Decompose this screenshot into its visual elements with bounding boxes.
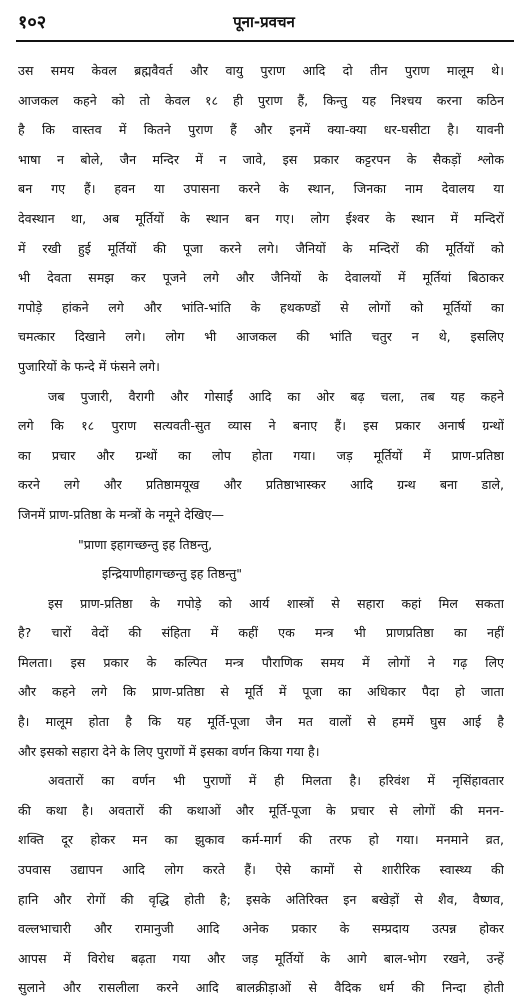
text-line: जिनमें प्राण-प्रतिष्ठा के मन्त्रों के नमूने देखिए— <box>18 506 225 522</box>
text-line: भी देवता समझ कर पूजने लगे और जैनियों के देवालयों में मूर्तियां बिठाकर <box>18 270 504 286</box>
page-number: १०२ <box>18 12 47 33</box>
text-line: शक्ति दूर होकर मन का झुकाव कर्म-मार्ग की तरफ हो गया। मनमाने व्रत, <box>18 832 504 848</box>
body-text <box>18 56 504 1003</box>
header-rule <box>16 40 514 42</box>
text-line: भाषा न बोले, जैन मन्दिर में न जावे, इस प्रकार कट्टरपन के सैकड़ों श्लोक <box>18 151 504 167</box>
text-line: पुजारियों के फन्दे में फंसने लगे। <box>18 358 160 374</box>
text-line: है। मालूम होता है कि यह मूर्ति-पूजा जैन मत वालों से हममें घुस आई है <box>18 714 504 730</box>
text-line: देवस्थान था, अब मूर्तियों के स्थान बन गए। लोग ईश्वर के स्थान में मन्दिरों <box>18 210 504 226</box>
text-line: है कि वास्तव में कितने पुराण हैं और इनमें क्या-क्या धर-घसीटा है। यावनी <box>18 122 504 138</box>
text-line: और इसको सहारा देने के लिए पुराणों में इसका वर्णन किया गया है। <box>18 743 320 759</box>
text-line: अवतारों का वर्णन भी पुराणों में ही मिलता है। हरिवंश में नृसिंहावतार <box>48 773 504 789</box>
text-line: बन गए हैं। हवन या उपासना करने के स्थान, जिनका नाम देवालय या <box>18 181 504 197</box>
text-line: उस समय केवल ब्रह्मवैवर्त और वायु पुराण आदि दो तीन पुराण मालूम थे। <box>18 63 504 78</box>
verse-line: "प्राणा इहागच्छन्तु इह तिष्ठन्तु, <box>78 536 213 552</box>
text-line: जब पुजारी, वैरागी और गोसाईं आदि का ओर बढ़ चला, तब यह कहने <box>48 388 504 404</box>
text-line: सुलाने और रासलीला करने आदि बालक्रीड़ाओं से वैदिक धर्म की निन्दा होती <box>18 980 504 996</box>
text-line: का प्रचार और ग्रन्थों का लोप होता गया। जड़ मूर्तियों में प्राण-प्रतिष्ठा <box>18 447 504 463</box>
text-line: लगे कि १८ पुराण सत्यवती-सुत व्यास ने बनाए हैं। इस प्रकार अनार्ष ग्रन्थों <box>18 418 504 434</box>
verse-line: इन्द्रियाणीहागच्छन्तु इह तिष्ठन्तु" <box>102 566 243 582</box>
running-title: पूना-प्रवचन <box>233 13 295 31</box>
text-line: करने लगे और प्रतिष्ठामयूख और प्रतिष्ठाभास्कर आदि ग्रन्थ बना डाले, <box>18 477 504 493</box>
text-line: की कथा है। अवतारों की कथाओं और मूर्ति-पूजा के प्रचार से लोगों की मनन- <box>18 802 504 818</box>
text-line: चमत्कार दिखाने लगे। लोग भी आजकल की भांति चतुर न थे, इसलिए <box>18 329 504 345</box>
text-line: और कहने लगे कि प्राण-प्रतिष्ठा से मूर्ति में पूजा का अधिकार पैदा हो जाता <box>18 684 504 700</box>
text-line: मिलता। इस प्रकार के कल्पित मन्त्र पौराणिक समय में लोगों ने गढ़ लिए <box>18 654 504 670</box>
text-line: इस प्राण-प्रतिष्ठा के गपोड़े को आर्य शास्त्रों से सहारा कहां मिल सकता <box>48 595 504 611</box>
text-line: हानि और रोगों की वृद्धि होती है; इसके अतिरिक्त इन बखेड़ों से शैव, वैष्णव, <box>18 891 504 907</box>
text-line: उपवास उद्यापन आदि लोग करते हैं। ऐसे कामों से शारीरिक स्वास्थ्य की <box>18 862 504 878</box>
text-line: में रखी हुई मूर्तियों की पूजा करने लगे। जैनियों के मन्दिरों की मूर्तियों को <box>18 240 504 256</box>
text-line: आपस में विरोध बढ़ता गया और जड़ मूर्तियों के आगे बाल-भोग रखने, उन्हें <box>18 950 504 966</box>
text-line: गपोड़े हांकने लगे और भांति-भांति के हथकण्डों से लोगों को मूर्तियों का <box>18 299 504 315</box>
text-line: है? चारों वेदों की संहिता में कहीं एक मन्त्र भी प्राणप्रतिष्ठा का नहीं <box>18 625 504 641</box>
page-header <box>18 10 510 36</box>
text-line: वल्लभाचारी और रामानुजी आदि अनेक प्रकार के सम्प्रदाय उत्पन्न होकर <box>18 921 504 937</box>
text-line: आजकल कहने को तो केवल १८ ही पुराण हैं, किन्तु यह निश्चय करना कठिन <box>18 92 504 108</box>
